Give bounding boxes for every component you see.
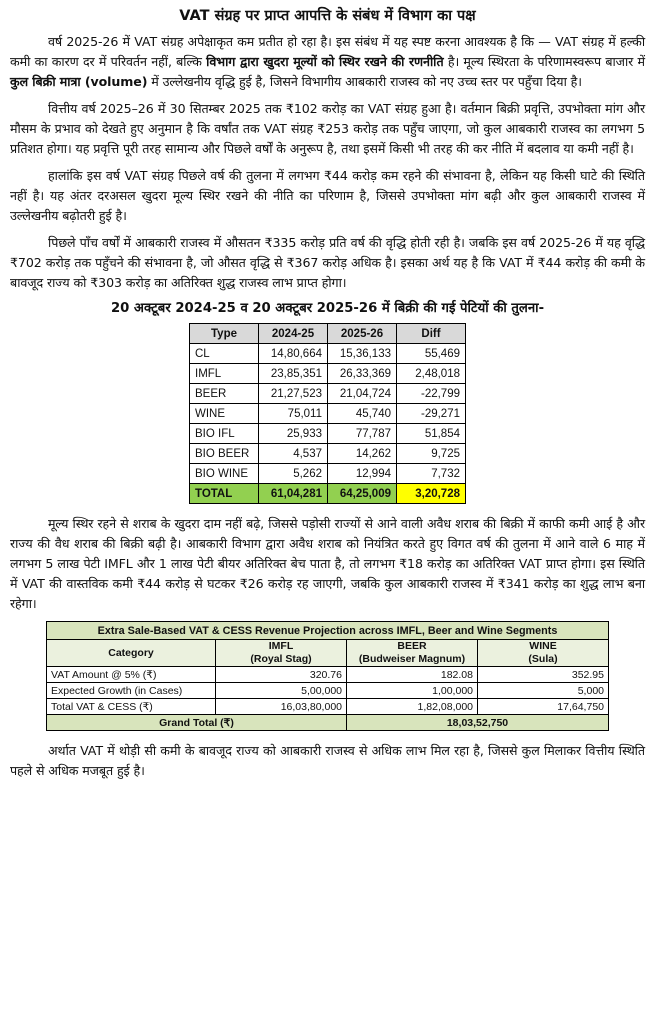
cell-imfl: 320.76 <box>216 667 347 683</box>
cell-2025-26: 12,994 <box>328 464 397 484</box>
table-row <box>190 344 466 364</box>
table-row <box>190 424 466 444</box>
paragraph-1-bold-a: विभाग द्वारा खुदरा मूल्यों को स्थिर रखने की रणनीति <box>206 54 444 69</box>
cell-beer: 1,82,08,000 <box>347 699 478 715</box>
projection-caption: Extra Sale-Based VAT & CESS Revenue Projection across IMFL, Beer and Wine Segments <box>47 622 609 640</box>
table-row <box>47 683 609 699</box>
cell-diff: -29,271 <box>397 404 466 424</box>
grand-total-value: 18,03,52,750 <box>347 715 609 731</box>
header-2024-25: 2024-25 <box>259 324 328 344</box>
row-label: Total VAT & CESS (₹) <box>47 699 216 715</box>
cell-diff: -22,799 <box>397 384 466 404</box>
cell-2024-25: 25,933 <box>259 424 328 444</box>
cell-imfl: 16,03,80,000 <box>216 699 347 715</box>
cell-2025-26: 77,787 <box>328 424 397 444</box>
cell-diff: 9,725 <box>397 444 466 464</box>
paragraph-2: वित्तीय वर्ष 2025–26 में 30 सितम्बर 2025 तक ₹102 करोड़ का VAT संग्रह हुआ है। वर्तमान बिक्री प्रवृत्ति, उपभोक्ता मांग और मौसम के प्रभाव को देखते हुए अनुमान है कि वर्षांत तक VAT संग्रह ₹253 करोड़ तक पहुँच जाएगा, जो कुल आबकारी राजस्व का लगभग 5 प्रतिशत होगा। यह प्रवृत्ति पूरी तरह सामान्य और पिछले वर्षों के अनुरूप है, तथा इसमें किसी भी तरह की कर नीति में बदलाव या कमी नहीं है। <box>10 101 645 156</box>
paragraph-4: पिछले पाँच वर्षों में आबकारी राजस्व में औसतन ₹335 करोड़ प्रति वर्ष की वृद्धि होती रही है। जबकि इस वर्ष 2025-26 में यह वृद्धि ₹702 करोड़ तक पहुँचने की संभावना है, जो औसत वृद्धि से ₹367 करोड़ अधिक है। इसका अर्थ यह है कि VAT में ₹44 करोड़ की कमी के बावजूद राज्य को ₹303 करोड़ का अतिरिक्त शुद्ध राजस्व लाभ प्राप्त होगा। <box>10 235 645 290</box>
header-imfl <box>216 640 347 667</box>
total-2024-25: 61,04,281 <box>259 484 328 504</box>
paragraph-1-text-c: में उल्लेखनीय वृद्धि हुई है, जिसने विभागीय आबकारी राजस्व को नए उच्च स्तर पर पहुँचा दिया है। <box>147 74 582 89</box>
cell-type: CL <box>190 344 259 364</box>
comparison-header-row <box>190 324 466 344</box>
cell-2025-26: 14,262 <box>328 444 397 464</box>
paragraph-1-text-a: वर्ष 2025-26 में VAT संग्रह अपेक्षाकृत कम प्रतीत हो रहा है। इस संबंध में यह स्पष्ट करना आवश्यक है कि — VAT संग्रह में हल्की कमी का कारण दर में परिवर्तन नहीं, बल्कि <box>10 34 645 69</box>
cell-diff: 7,732 <box>397 464 466 484</box>
header-imfl-brand: (Royal Stag) <box>250 653 312 665</box>
paragraph-5: मूल्य स्थिर रहने से शराब के खुदरा दाम नहीं बढ़े, जिससे पड़ोसी राज्यों से आने वाली अवैध शराब की बिक्री में काफी कमी आई है और राज्य की वैध शराब की बिक्री बढ़ी है। आबकारी विभाग द्वारा अवैध शराब को नियंत्रित करते हुए विगत वर्ष की तुलना में आने वाले 6 माह में लगभग 5 लाख पेटी IMFL और 1 लाख पेटी बीयर अतिरिक्त बेच पाता है, तो लगभग ₹18 करोड़ का अतिरिक्त VAT प्राप्त होगा। इस स्थिति में VAT की वास्तविक कमी ₹44 करोड़ से घटकर ₹26 करोड़ रह जाएगी, जबकि कुल आबकारी राजस्व में ₹341 करोड़ का शुद्ध लाभ बना रहेगा। <box>10 516 645 611</box>
grand-total-label: Grand Total (₹) <box>47 715 347 731</box>
cell-2024-25: 75,011 <box>259 404 328 424</box>
cell-2025-26: 45,740 <box>328 404 397 424</box>
cell-wine: 352.95 <box>478 667 609 683</box>
table-row <box>190 444 466 464</box>
total-row <box>190 484 466 504</box>
table-row <box>190 464 466 484</box>
paragraph-3: हालांकि इस वर्ष VAT संग्रह पिछले वर्ष की तुलना में लगभग ₹44 करोड़ कम रहने की संभावना है, लेकिन यह किसी घाटे की स्थिति नहीं है। यह अंतर दरअसल खुदरा मूल्य स्थिर रखने की नीति का परिणाम है, जिससे उपभोक्ता मांग बढ़ी और कुल आबकारी राजस्व में उल्लेखनीय बढ़ोतरी हुई है। <box>10 168 645 223</box>
cell-beer: 182.08 <box>347 667 478 683</box>
cell-imfl: 5,00,000 <box>216 683 347 699</box>
grand-total-row <box>47 715 609 731</box>
cell-2024-25: 4,537 <box>259 444 328 464</box>
cell-diff: 51,854 <box>397 424 466 444</box>
paragraph-1 <box>10 32 645 92</box>
header-diff: Diff <box>397 324 466 344</box>
table-row <box>190 404 466 424</box>
table-row <box>47 699 609 715</box>
cell-beer: 1,00,000 <box>347 683 478 699</box>
table-row <box>47 667 609 683</box>
projection-caption-row <box>47 622 609 640</box>
total-label: TOTAL <box>190 484 259 504</box>
header-imfl-name: IMFL <box>268 640 294 652</box>
header-wine-name: WINE <box>529 640 557 652</box>
cell-wine: 17,64,750 <box>478 699 609 715</box>
header-2025-26: 2025-26 <box>328 324 397 344</box>
cell-2025-26: 26,33,369 <box>328 364 397 384</box>
projection-table <box>46 621 609 731</box>
paragraph-1-text-b: है। मूल्य स्थिरता के परिणामस्वरूप बाजार में <box>443 54 645 69</box>
projection-header-row <box>47 640 609 667</box>
table-row <box>190 364 466 384</box>
cell-2025-26: 15,36,133 <box>328 344 397 364</box>
cell-2025-26: 21,04,724 <box>328 384 397 404</box>
table-row <box>190 384 466 404</box>
cell-wine: 5,000 <box>478 683 609 699</box>
cell-diff: 55,469 <box>397 344 466 364</box>
header-beer-name: BEER <box>397 640 427 652</box>
total-diff: 3,20,728 <box>397 484 466 504</box>
cell-2024-25: 14,80,664 <box>259 344 328 364</box>
cell-type: WINE <box>190 404 259 424</box>
paragraph-1-bold-b: कुल बिक्री मात्रा (volume) <box>10 74 148 89</box>
document-title: VAT संग्रह पर प्राप्त आपत्ति के संबंध में विभाग का पक्ष <box>179 8 476 24</box>
cell-2024-25: 5,262 <box>259 464 328 484</box>
row-label: Expected Growth (in Cases) <box>47 683 216 699</box>
header-beer <box>347 640 478 667</box>
total-2025-26: 64,25,009 <box>328 484 397 504</box>
paragraph-6: अर्थात VAT में थोड़ी सी कमी के बावजूद राज्य को आबकारी राजस्व से अधिक लाभ मिल रहा है, जिससे कुल मिलाकर वित्तीय स्थिति पहले से अधिक मजबूत हुई है। <box>10 743 645 778</box>
comparison-table-title: 20 अक्टूबर 2024-25 व 20 अक्टूबर 2025-26 में बिक्री की गई पेटियों की तुलना- <box>110 301 545 316</box>
cell-2024-25: 23,85,351 <box>259 364 328 384</box>
header-beer-brand: (Budweiser Magnum) <box>358 653 466 665</box>
cell-type: BEER <box>190 384 259 404</box>
cell-diff: 2,48,018 <box>397 364 466 384</box>
comparison-table <box>189 323 466 504</box>
header-wine-brand: (Sula) <box>528 653 558 665</box>
header-wine <box>478 640 609 667</box>
cell-2024-25: 21,27,523 <box>259 384 328 404</box>
cell-type: IMFL <box>190 364 259 384</box>
header-type: Type <box>190 324 259 344</box>
cell-type: BIO IFL <box>190 424 259 444</box>
cell-type: BIO WINE <box>190 464 259 484</box>
header-category: Category <box>47 640 216 667</box>
row-label: VAT Amount @ 5% (₹) <box>47 667 216 683</box>
cell-type: BIO BEER <box>190 444 259 464</box>
